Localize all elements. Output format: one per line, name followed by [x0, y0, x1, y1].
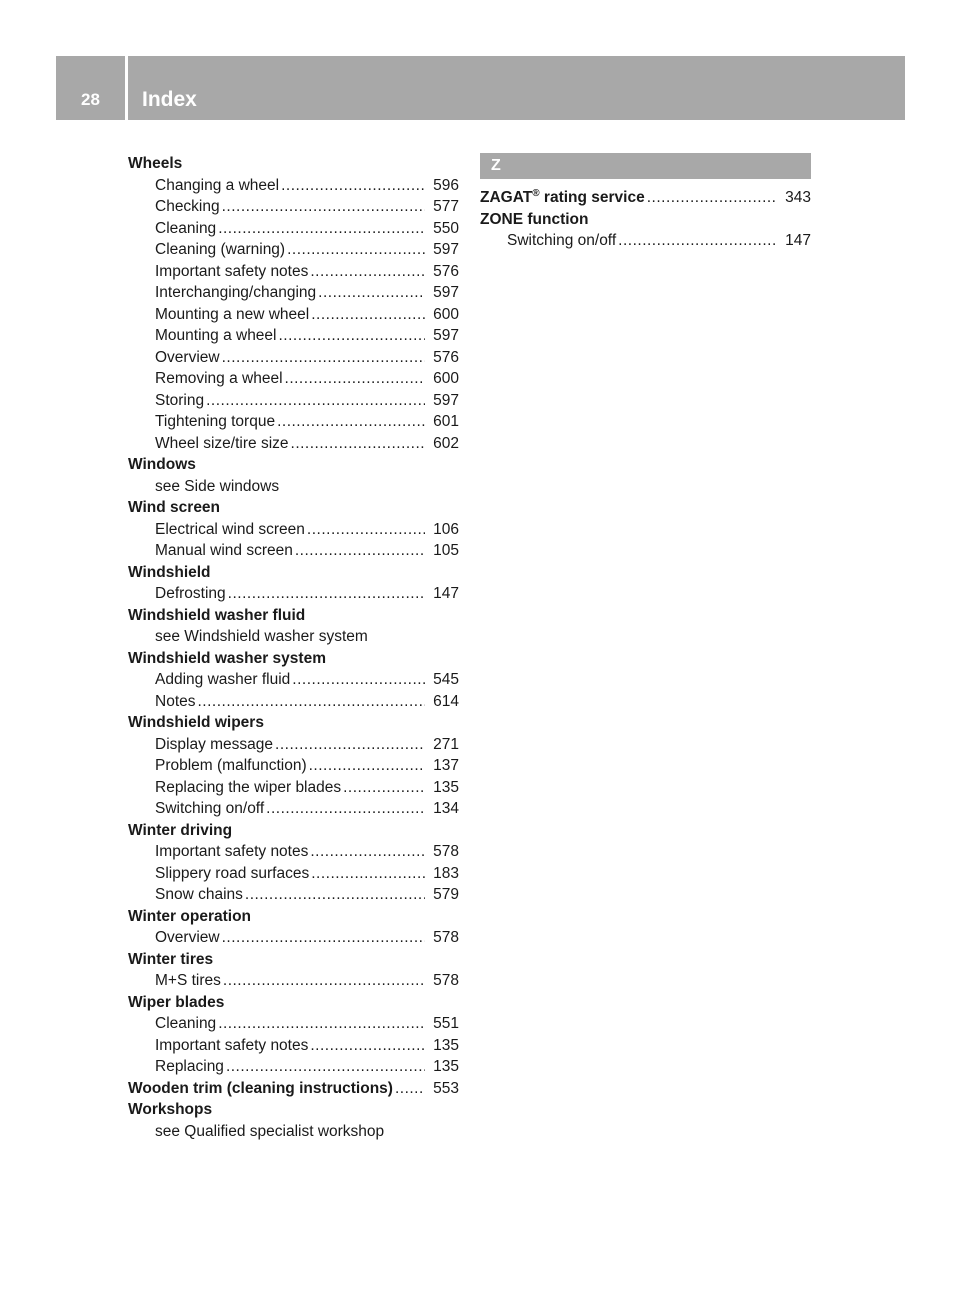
sub-entries	[128, 583, 459, 605]
index-sub-entry	[480, 230, 811, 252]
leader-dots	[285, 368, 426, 390]
leader-dots	[343, 777, 425, 799]
index-sub-entry	[128, 1056, 459, 1078]
leader-dots	[228, 583, 425, 605]
entry-label: Storing	[155, 391, 205, 409]
entry-page: 578	[433, 972, 459, 989]
entry-label: Adding washer fluid	[155, 671, 291, 688]
index-sub-entry	[128, 927, 459, 949]
index-column-right	[480, 153, 811, 252]
entry-label: Interchanging/changing	[155, 284, 317, 301]
entry-term-rest: rating service	[539, 189, 645, 206]
sub-entries	[128, 175, 459, 455]
leader-dots	[318, 282, 425, 304]
index-term: Workshops	[128, 1101, 213, 1118]
leader-dots	[647, 187, 777, 209]
index-sub-entry	[128, 411, 459, 433]
entry-page: 545	[433, 671, 459, 688]
leader-dots	[279, 325, 426, 347]
index-sub-entry	[128, 261, 459, 283]
entry-page: 550	[433, 219, 459, 237]
entry-label: Overview	[155, 348, 220, 366]
leader-dots	[218, 1013, 425, 1035]
leader-dots	[287, 239, 425, 261]
index-sub-entry	[128, 863, 459, 885]
index-term: Winter tires	[128, 950, 214, 968]
index-sub-entry	[128, 970, 459, 992]
entry-page: 183	[433, 864, 459, 882]
entry-label: Switching on/off	[155, 800, 265, 817]
entry-label: Removing a wheel	[155, 370, 283, 387]
entry-page: 601	[433, 413, 459, 430]
leader-dots	[245, 884, 425, 906]
index-sub-entry	[128, 691, 459, 713]
entry-page: 600	[433, 370, 459, 387]
entry-page: 147	[785, 232, 811, 249]
index-sub-entry	[128, 841, 459, 863]
entry-page: 106	[433, 520, 459, 538]
sub-entries	[480, 230, 811, 252]
index-sub-entry	[128, 519, 459, 541]
index-column-left	[128, 153, 459, 1142]
index-term: ZONE function	[480, 210, 589, 228]
index-term: Windshield washer fluid	[128, 606, 306, 624]
entry-page: 135	[433, 1036, 459, 1054]
entry-page: 578	[433, 843, 459, 860]
entry-label: Mounting a wheel	[155, 327, 277, 344]
index-entry-main	[480, 187, 811, 209]
entry-label: Switching on/off	[507, 232, 617, 249]
index-sub-entry	[128, 304, 459, 326]
entry-page: 576	[433, 348, 459, 366]
entry-label: Checking	[155, 198, 220, 215]
index-sub-entry	[128, 583, 459, 605]
index-term: Wiper blades	[128, 993, 225, 1011]
entry-label: Slippery road surfaces	[155, 864, 310, 882]
leader-dots	[198, 691, 426, 713]
entry-label: Mounting a new wheel	[155, 305, 310, 323]
leader-dots	[275, 734, 425, 756]
index-sub-entry	[128, 884, 459, 906]
index-sub-entry	[128, 325, 459, 347]
leader-dots	[295, 540, 425, 562]
registered-mark: ®	[532, 187, 540, 199]
index-term: Winter driving	[128, 821, 233, 839]
index-sub-entry	[128, 368, 459, 390]
leader-dots	[292, 669, 425, 691]
entry-label	[480, 187, 645, 209]
entry-page: 578	[433, 929, 459, 946]
sub-entries	[128, 519, 459, 562]
entry-page: 596	[433, 176, 459, 194]
entry-page: 602	[433, 434, 459, 452]
leader-dots	[310, 841, 425, 863]
leader-dots	[310, 261, 425, 283]
index-sub-entry	[128, 1035, 459, 1057]
index-term: Wind screen	[128, 499, 221, 516]
index-term: Wheels	[128, 155, 183, 172]
index-sub-entry	[128, 755, 459, 777]
index-sub-entry	[128, 540, 459, 562]
entry-page: 597	[433, 284, 459, 301]
leader-dots	[222, 347, 426, 369]
see-reference: see Windshield washer system	[155, 628, 368, 645]
entry-label: Important safety notes	[155, 1036, 309, 1054]
index-sub-entry	[128, 196, 459, 218]
entry-label: Cleaning (warning)	[155, 241, 286, 258]
leader-dots	[223, 970, 425, 992]
index-sub-entry	[128, 798, 459, 820]
entry-term: ZAGAT	[480, 189, 533, 206]
page-header	[56, 56, 905, 120]
entry-label: Snow chains	[155, 886, 243, 903]
entry-label: M+S tires	[155, 972, 221, 989]
index-sub-entry	[128, 433, 459, 455]
leader-dots	[309, 755, 426, 777]
entry-page: 343	[785, 189, 811, 206]
entry-label: Wooden trim (cleaning instructions)	[128, 1079, 393, 1097]
entry-label: Wheel size/tire size	[155, 434, 289, 452]
index-term: Windshield wipers	[128, 714, 264, 731]
leader-dots	[291, 433, 426, 455]
leader-dots	[222, 927, 426, 949]
entry-label: Notes	[155, 692, 196, 710]
entry-page: 135	[433, 778, 459, 796]
entry-page: 577	[433, 198, 459, 215]
entry-label: Manual wind screen	[155, 542, 293, 559]
leader-dots	[281, 175, 425, 197]
index-term: Winter operation	[128, 907, 252, 925]
entry-label: Changing a wheel	[155, 176, 280, 194]
leader-dots	[222, 196, 426, 218]
index-sub-entry	[128, 218, 459, 240]
page-title: Index	[142, 88, 197, 111]
index-sub-entry	[128, 282, 459, 304]
leader-dots	[310, 1035, 425, 1057]
entry-label: Important safety notes	[155, 262, 309, 280]
sub-entries	[128, 1013, 459, 1078]
index-term: Windshield	[128, 563, 211, 581]
see-reference: see Side windows	[155, 477, 280, 495]
leader-dots	[618, 230, 777, 252]
entry-label: Problem (malfunction)	[155, 757, 307, 774]
entry-page: 134	[433, 800, 459, 817]
header-divider	[125, 56, 128, 120]
index-term: Windows	[128, 456, 196, 473]
page-number: 28	[81, 90, 100, 109]
index-entry-main	[128, 1078, 459, 1100]
index-sub-entry	[128, 1013, 459, 1035]
sub-entries	[128, 669, 459, 712]
entry-page: 271	[433, 735, 459, 753]
entry-page: 579	[433, 886, 459, 903]
letter-heading: Z	[480, 153, 811, 179]
index-sub-entry	[128, 734, 459, 756]
entry-page: 576	[433, 262, 459, 280]
entry-label: Replacing the wiper blades	[155, 778, 342, 796]
entry-page: 597	[433, 327, 459, 344]
index-sub-entry	[128, 777, 459, 799]
sub-entries	[128, 927, 459, 949]
index-sub-entry	[128, 347, 459, 369]
leader-dots	[218, 218, 425, 240]
leader-dots	[226, 1056, 425, 1078]
entry-label: Important safety notes	[155, 843, 309, 860]
entry-label: Cleaning	[155, 1015, 217, 1032]
index-term: Windshield washer system	[128, 649, 326, 667]
entry-label: Electrical wind screen	[155, 520, 305, 538]
entry-page: 105	[433, 542, 459, 559]
entry-page: 147	[433, 585, 459, 602]
see-reference: see Qualified specialist workshop	[155, 1122, 385, 1140]
entry-page: 600	[433, 305, 459, 323]
entry-label: Overview	[155, 929, 220, 946]
entry-label: Display message	[155, 735, 274, 753]
leader-dots	[266, 798, 425, 820]
index-sub-entry	[128, 239, 459, 261]
entry-page: 597	[433, 391, 459, 409]
leader-dots	[307, 519, 425, 541]
index-sub-entry	[128, 390, 459, 412]
leader-dots	[395, 1078, 425, 1100]
sub-entries	[128, 734, 459, 820]
index-sub-entry	[128, 669, 459, 691]
entry-label: Replacing	[155, 1058, 224, 1075]
entry-page: 614	[433, 692, 459, 710]
leader-dots	[311, 304, 425, 326]
entry-page: 551	[433, 1015, 459, 1032]
entry-label: Tightening torque	[155, 413, 276, 430]
entry-page: 135	[433, 1058, 459, 1075]
entry-page: 597	[433, 241, 459, 258]
index-sub-entry	[128, 175, 459, 197]
leader-dots	[277, 411, 425, 433]
entry-page: 553	[433, 1079, 459, 1097]
sub-entries	[128, 970, 459, 992]
leader-dots	[311, 863, 425, 885]
entry-page: 137	[433, 757, 459, 774]
leader-dots	[206, 390, 425, 412]
sub-entries	[128, 841, 459, 906]
entry-label: Defrosting	[155, 585, 226, 602]
entry-label: Cleaning	[155, 219, 217, 237]
